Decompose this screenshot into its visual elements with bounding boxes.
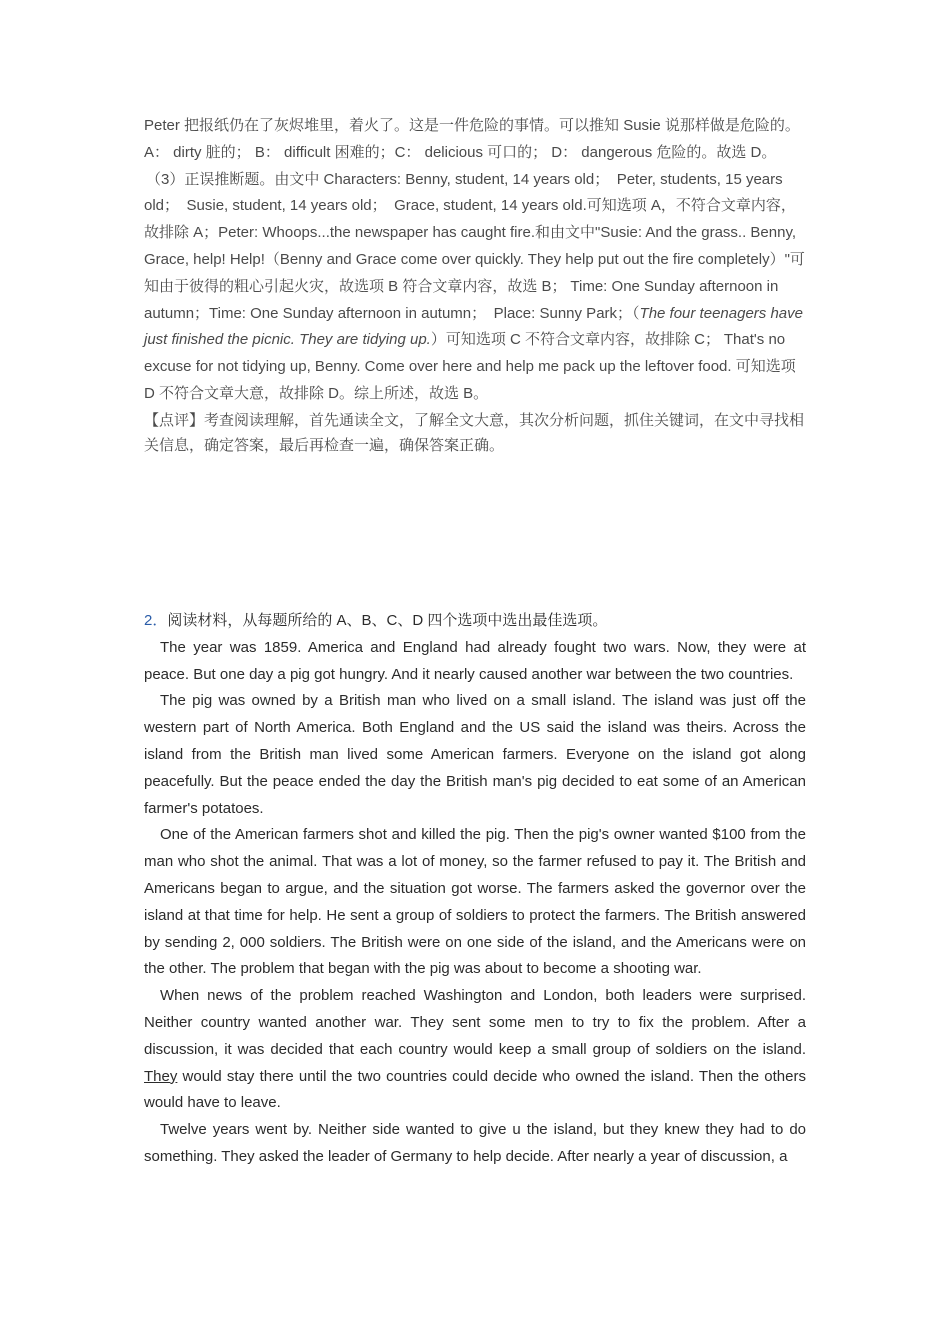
passage-text: would stay there until the two countries could decide who owned the island. Then the others would have to leave.: [144, 1067, 806, 1112]
comment-paragraph: 【点评】考查阅读理解，首先通读全文，了解全文大意，其次分析问题，抓住关键词，在文中寻找相关信息，确定答案，最后再检查一遍，确保答案正确。: [144, 411, 805, 454]
question-2-section: [144, 608, 806, 1171]
analysis-paragraph-1: Peter 把报纸仍在了灰烬堆里，着火了。这是一件危险的事情。可以推知 Susie 说那样做是危险的。A： dirty 脏的； B： difficult 困难的；C： delicious 可口的； D： dangerous 危险的。故选 D。: [144, 117, 800, 161]
passage-paragraph-4: [144, 983, 806, 1117]
underlined-word: They: [144, 1067, 178, 1085]
passage-paragraph-5: Twelve years went by. Neither side wanted to give u the island, but they knew they had to do something. They asked the leader of Germany to help decide. After nearly a year of discussion, a: [144, 1121, 806, 1165]
analysis-text: ）可知选项 C 不符合文章内容，故排除 C； That's no excuse for not tidying up, Benny. Come over here and help me pack up the leftover food. 可知选项 D 不符合文章大意，故排除 D。综上所述，故选 B。: [144, 331, 796, 402]
question-heading: [144, 608, 806, 635]
passage-text: When news of the problem reached Washington and London, both leaders were surprised. Neither country wanted another war. They sent some men to try to fix the problem. After a discussion, it was decided that each country would keep a small group of soldiers on the island.: [144, 987, 806, 1058]
answer-analysis-section: [144, 113, 806, 458]
question-instruction: 阅读材料，从每题所给的 A、B、C、D 四个选项中选出最佳选项。: [167, 612, 608, 629]
analysis-text: （3）正误推断题。由文中 Characters: Benny, student, 14 years old； Peter, students, 15 years old； Susie, student, 14 years old； Grace, student, 14 years old.可知选项 A，不符合文章内容，故排除 A；Peter: Whoops...the newspaper has caught fire.和由文中"Susie: And the grass.. Benny, Grace, help! Help!（Benny and Grace come over quickly. They help put out the fire completely）"可知由于彼得的粗心引起火灾，故选项 B 符合文章内容，故选 B； Time: One Sunday afternoon in autumn；Time: One Sunday afternoon in autumn； Place: Sunny Park；（: [144, 170, 805, 322]
analysis-italic-quote: The four teenagers have just finished the picnic. They are tidying up.: [144, 304, 803, 349]
passage-paragraph-2: The pig was owned by a British man who lived on a small island. The island was just off the western part of North America. Both England and the US said the island was theirs. Across the island from the British man lived some American farmers. Everyone on the island got along peacefully. But the peace ended the day the British man's pig decided to eat some of an American farmer's potatoes.: [144, 692, 806, 817]
question-number: 2．: [144, 612, 168, 629]
passage-paragraph-1: The year was 1859. America and England had already fought two wars. Now, they were at peace. But one day a pig got hungry. And it nearly caused another war between the two countries.: [144, 638, 806, 683]
analysis-paragraph-2: [144, 167, 806, 408]
passage-paragraph-3: One of the American farmers shot and killed the pig. Then the pig's owner wanted $100 from the man who shot the animal. That was a lot of money, so the farmer refused to pay it. The British and Americans began to argue, and the situation got worse. The farmers asked the governor over the island at that time for help. He sent a group of soldiers to protect the farmers. The British answered by sending 2, 000 soldiers. The British were on one side of the island, and the Americans were on the other. The problem that began with the pig was about to become a shooting war.: [144, 826, 806, 978]
